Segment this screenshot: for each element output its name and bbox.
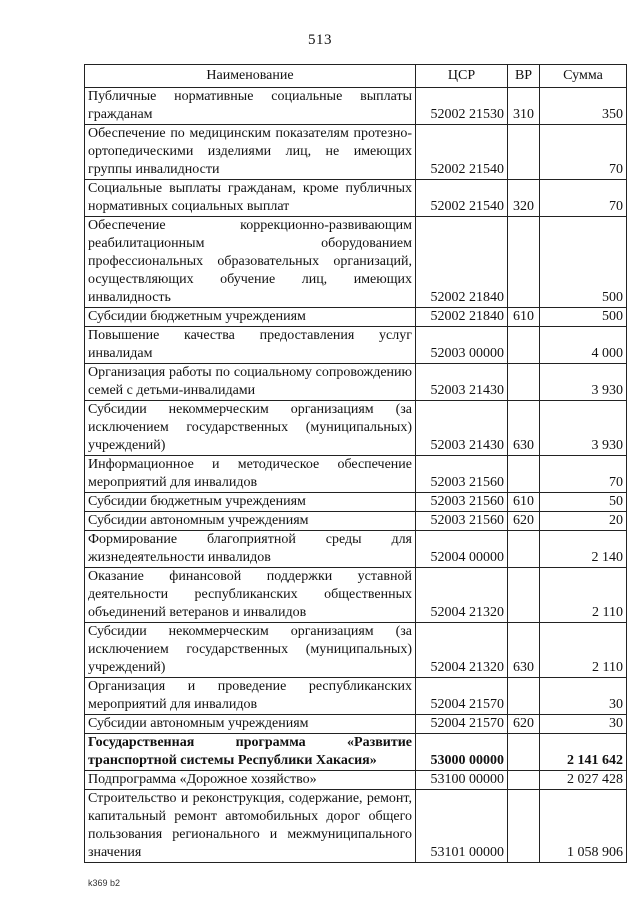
cell-vr: [508, 456, 540, 493]
cell-sum: 30: [540, 678, 627, 715]
cell-vr: 630: [508, 623, 540, 678]
cell-sum: 50: [540, 493, 627, 512]
cell-vr: [508, 327, 540, 364]
table-row: [85, 180, 627, 217]
cell-csr: 52002 21540: [416, 125, 508, 180]
cell-csr: 52002 21540: [416, 180, 508, 217]
cell-name: Субсидии автономным учреждениям: [85, 715, 416, 734]
table-row: [85, 217, 627, 308]
footer-code: k369 b2: [88, 878, 121, 888]
cell-csr: 52004 21570: [416, 678, 508, 715]
cell-csr: 52003 21430: [416, 401, 508, 456]
cell-name: Формирование благоприятной среды для жизнедеятельности инвалидов: [85, 531, 416, 568]
table-row: [85, 125, 627, 180]
table-row: [85, 790, 627, 863]
cell-sum: 500: [540, 217, 627, 308]
cell-vr: 610: [508, 493, 540, 512]
table-row: [85, 88, 627, 125]
cell-vr: [508, 125, 540, 180]
cell-name: Повышение качества предоставления услуг инвалидам: [85, 327, 416, 364]
cell-vr: [508, 790, 540, 863]
cell-csr: 52003 00000: [416, 327, 508, 364]
table-body: [85, 88, 627, 863]
page-number: 513: [308, 32, 332, 48]
cell-csr: 52003 21560: [416, 456, 508, 493]
cell-sum: 1 058 906: [540, 790, 627, 863]
cell-sum: 30: [540, 715, 627, 734]
table-row: [85, 456, 627, 493]
cell-csr: 52003 21430: [416, 364, 508, 401]
cell-name: Государственная программа «Развитие транспортной системы Республики Хакасия»: [85, 734, 416, 771]
cell-name: Субсидии некоммерческим организациям (за исключением государственных (муниципальных) учреждений): [85, 401, 416, 456]
table-row: [85, 771, 627, 790]
cell-vr: [508, 364, 540, 401]
cell-sum: 2 110: [540, 568, 627, 623]
cell-name: Обеспечение по медицинским показателям протезно-ортопедическими изделиями лиц, не имеющих группы инвалидности: [85, 125, 416, 180]
cell-vr: [508, 531, 540, 568]
cell-csr: 52002 21840: [416, 308, 508, 327]
cell-vr: 310: [508, 88, 540, 125]
cell-vr: 620: [508, 715, 540, 734]
table-row: [85, 678, 627, 715]
cell-name: Организация и проведение республиканских мероприятий для инвалидов: [85, 678, 416, 715]
cell-name: Субсидии некоммерческим организациям (за исключением государственных (муниципальных) учреждений): [85, 623, 416, 678]
cell-sum: 20: [540, 512, 627, 531]
table-row: [85, 308, 627, 327]
cell-vr: 620: [508, 512, 540, 531]
cell-name: Строительство и реконструкция, содержание, ремонт, капитальный ремонт автомобильных дорог общего пользования регионального и межмуниципального значения: [85, 790, 416, 863]
table-row: [85, 401, 627, 456]
cell-sum: 70: [540, 456, 627, 493]
cell-vr: [508, 217, 540, 308]
table-row: [85, 531, 627, 568]
cell-sum: 350: [540, 88, 627, 125]
cell-name: Публичные нормативные социальные выплаты гражданам: [85, 88, 416, 125]
cell-csr: 52003 21560: [416, 493, 508, 512]
cell-name: Субсидии бюджетным учреждениям: [85, 308, 416, 327]
cell-csr: 53000 00000: [416, 734, 508, 771]
cell-csr: 52004 21320: [416, 568, 508, 623]
cell-name: Субсидии бюджетным учреждениям: [85, 493, 416, 512]
header-csr: ЦСР: [416, 65, 508, 88]
header-name: Наименование: [85, 65, 416, 88]
cell-csr: 52003 21560: [416, 512, 508, 531]
budget-table: [84, 64, 627, 863]
cell-sum: 4 000: [540, 327, 627, 364]
table-row: [85, 327, 627, 364]
table-row: [85, 364, 627, 401]
cell-sum: 2 140: [540, 531, 627, 568]
cell-vr: [508, 568, 540, 623]
cell-csr: 52004 21320: [416, 623, 508, 678]
table-row: [85, 623, 627, 678]
table-header-row: [85, 65, 627, 88]
cell-name: Информационное и методическое обеспечение мероприятий для инвалидов: [85, 456, 416, 493]
cell-vr: [508, 771, 540, 790]
cell-name: Организация работы по социальному сопровождению семей с детьми-инвалидами: [85, 364, 416, 401]
cell-vr: [508, 734, 540, 771]
cell-name: Подпрограмма «Дорожное хозяйство»: [85, 771, 416, 790]
cell-sum: 3 930: [540, 401, 627, 456]
cell-csr: 53101 00000: [416, 790, 508, 863]
cell-sum: 2 110: [540, 623, 627, 678]
table-row: [85, 734, 627, 771]
cell-csr: 53100 00000: [416, 771, 508, 790]
cell-vr: [508, 678, 540, 715]
table-row: [85, 512, 627, 531]
cell-vr: 320: [508, 180, 540, 217]
header-sum: Сумма: [540, 65, 627, 88]
table-row: [85, 715, 627, 734]
cell-name: Оказание финансовой поддержки уставной деятельности республиканских общественных объединений ветеранов и инвалидов: [85, 568, 416, 623]
cell-vr: 610: [508, 308, 540, 327]
cell-csr: 52002 21530: [416, 88, 508, 125]
header-vr: ВР: [508, 65, 540, 88]
cell-sum: 500: [540, 308, 627, 327]
cell-name: Обеспечение коррекционно-развивающим реабилитационным оборудованием профессиональных образовательных организаций, осуществляющих обучение лиц, имеющих инвалидность: [85, 217, 416, 308]
cell-sum: 70: [540, 125, 627, 180]
cell-csr: 52004 00000: [416, 531, 508, 568]
table-row: [85, 493, 627, 512]
cell-csr: 52004 21570: [416, 715, 508, 734]
cell-csr: 52002 21840: [416, 217, 508, 308]
table-row: [85, 568, 627, 623]
cell-sum: 3 930: [540, 364, 627, 401]
cell-vr: 630: [508, 401, 540, 456]
cell-name: Субсидии автономным учреждениям: [85, 512, 416, 531]
cell-sum: 2 027 428: [540, 771, 627, 790]
cell-sum: 2 141 642: [540, 734, 627, 771]
cell-name: Социальные выплаты гражданам, кроме публичных нормативных социальных выплат: [85, 180, 416, 217]
cell-sum: 70: [540, 180, 627, 217]
